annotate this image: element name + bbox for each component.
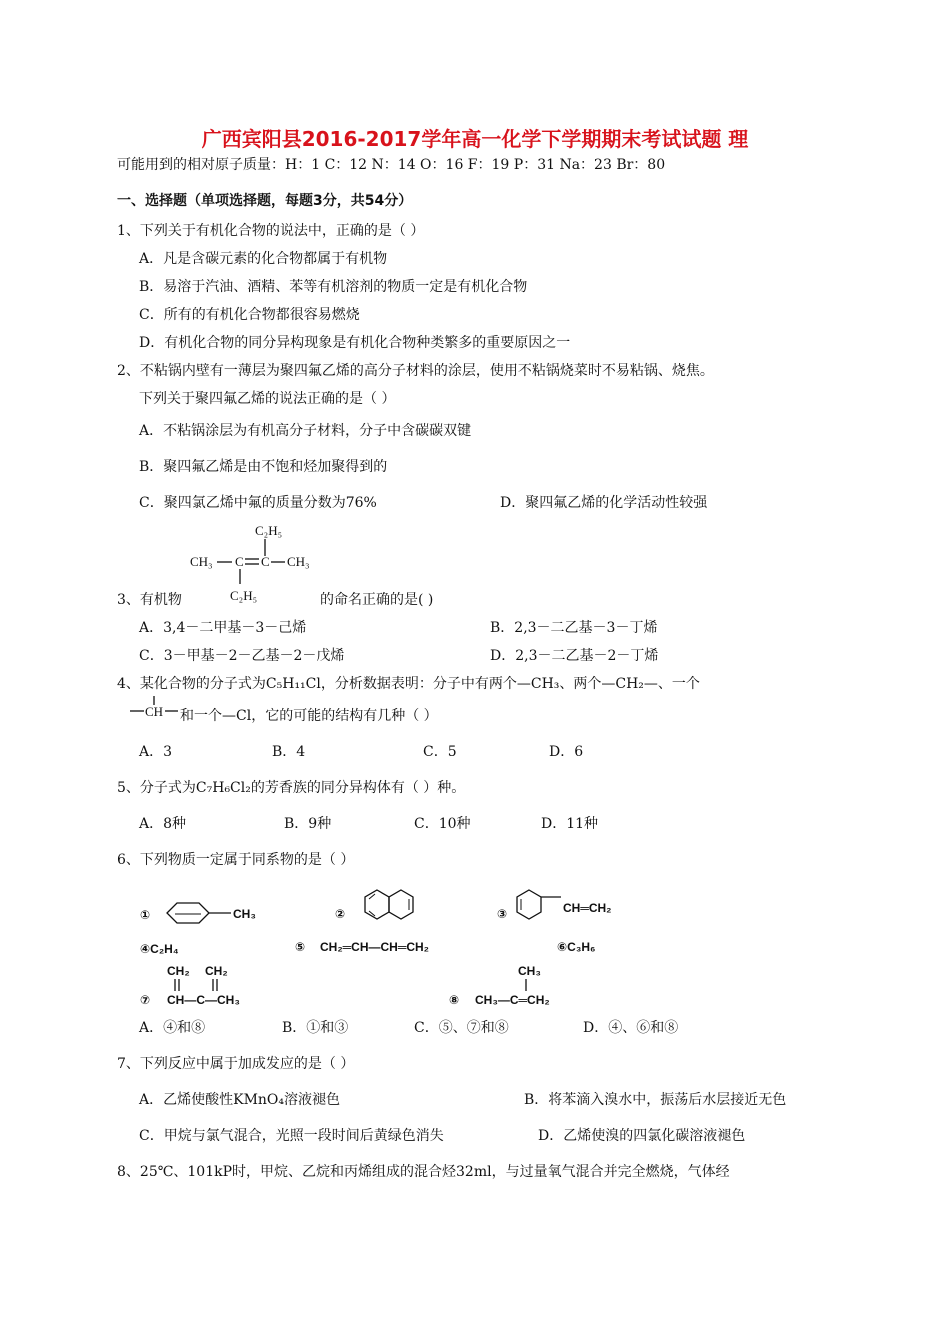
atomic-masses: 可能用到的相对原子质量：H：1 C：12 N：14 O：16 F：19 P：31 Na：23 Br：80 — [117, 157, 666, 173]
q3-mol-left-methyl: CH₃ — [190, 554, 213, 569]
q6-m5-label: ⑤ — [295, 940, 306, 954]
q3-mol-bottom-ethyl: C₂H₅ — [230, 588, 258, 603]
q2-option-a: A．不粘锅涂层为有机高分子材料，分子中含碳碳双键 — [139, 423, 472, 439]
q1-option-b: B．易溶于汽油、酒精、苯等有机溶剂的物质一定是有机化合物 — [139, 279, 528, 295]
q3-option-c: C．3－甲基－2－乙基－2－戊烯 — [139, 648, 345, 664]
q2-option-b: B．聚四氟乙烯是由不饱和烃加聚得到的 — [139, 459, 388, 475]
q6-m7-top-ch2-2: CH₂ — [205, 964, 228, 978]
q6-m3-vinyl: CH═CH₂ — [563, 901, 612, 915]
q5-stem: 5、分子式为C₇H₆Cl₂的芳香族的同分异构体有（ ）种。 — [117, 780, 466, 796]
q2-stem-line1: 2、不粘锅内壁有一薄层为聚四氟乙烯的高分子材料的涂层，使用不粘锅烧菜时不易粘锅、烧焦。 — [117, 363, 714, 379]
q3-stem-right: 的命名正确的是( ) — [320, 592, 434, 608]
q6-m5-formula: CH₂═CH—CH═CH₂ — [320, 940, 429, 954]
q2-stem-line2: 下列关于聚四氟乙烯的说法正确的是（ ） — [139, 391, 396, 407]
q6-option-c: C．⑤、⑦和⑧ — [414, 1020, 509, 1036]
q6-m7-label: ⑦ — [140, 993, 151, 1007]
q6-m7-top-ch2-1: CH₂ — [167, 964, 190, 978]
q4-stem-line2: 和一个—Cl，它的可能的结构有几种（ ） — [180, 708, 438, 724]
q4-ch-group-diagram — [128, 696, 180, 724]
q6-m1-methyl: CH₃ — [233, 907, 256, 921]
q7-option-b: B．将苯滴入溴水中，振荡后水层接近无色 — [524, 1092, 787, 1108]
q6-m3-label: ③ — [497, 907, 508, 921]
q6-option-b: B．①和③ — [282, 1020, 349, 1036]
q7-stem: 7、下列反应中属于加成发应的是（ ） — [117, 1056, 355, 1072]
q4-option-b: B．4 — [272, 744, 306, 760]
q6-m2-label: ② — [335, 907, 346, 921]
q1-option-a: A．凡是含碳元素的化合物都属于有机物 — [139, 251, 388, 267]
q3-mol-carbon-1: C — [235, 554, 244, 569]
q7-option-c: C．甲烷与氯气混合，光照一段时间后黄绿色消失 — [139, 1128, 444, 1144]
q5-option-b: B．9种 — [284, 816, 332, 832]
q1-stem: 1、下列关于有机化合物的说法中，正确的是（ ） — [117, 223, 425, 239]
q6-stem: 6、下列物质一定属于同系物的是（ ） — [117, 852, 355, 868]
q4-stem-line1: 4、某化合物的分子式为C₅H₁₁Cl，分析数据表明：分子中有两个—CH₃、两个—CH₂—、一个 — [117, 676, 700, 692]
q6-m1-label: ① — [140, 908, 151, 922]
q3-mol-top-ethyl: C₂H₅ — [255, 523, 283, 538]
q6-m6-formula: ⑥C₃H₆ — [557, 940, 596, 954]
q4-option-c: C．5 — [423, 744, 457, 760]
q5-option-a: A．8种 — [139, 816, 187, 832]
q6-option-a: A．④和⑧ — [139, 1020, 206, 1036]
q3-option-d: D．2,3－二乙基－2－丁烯 — [490, 648, 659, 664]
q7-option-d: D．乙烯使溴的四氯化碳溶液褪色 — [538, 1128, 746, 1144]
q6-m8-main: CH₃—C═CH₂ — [475, 993, 550, 1007]
q3-mol-right-methyl: CH₃ — [287, 554, 310, 569]
q4-ch-label: CH — [145, 704, 164, 719]
q4-option-d: D．6 — [549, 744, 584, 760]
q4-option-a: A．3 — [139, 744, 173, 760]
q6-m8-label: ⑧ — [449, 993, 460, 1007]
q1-option-c: C．所有的有机化合物都很容易燃烧 — [139, 307, 360, 323]
q6-m8-top-methyl: CH₃ — [518, 964, 541, 978]
q3-option-b: B．2,3－二乙基－3－丁烯 — [490, 620, 658, 636]
q8-stem: 8、25℃、101kP时，甲烷、乙烷和丙烯组成的混合烃32ml，与过量氧气混合并完全燃烧，气体经 — [117, 1164, 730, 1180]
section-heading: 一、选择题（单项选择题，每题3分，共54分） — [117, 193, 413, 209]
q2-option-d: D．聚四氟乙烯的化学活动性较强 — [500, 495, 708, 511]
q6-m7-main: CH—C—CH₃ — [167, 993, 240, 1007]
q6-option-d: D．④、⑥和⑧ — [583, 1020, 679, 1036]
q3-structure-diagram — [185, 518, 325, 608]
q7-option-a: A．乙烯使酸性KMnO₄溶液褪色 — [139, 1092, 341, 1108]
q1-option-d: D．有机化合物的同分异构现象是有机化合物种类繁多的重要原因之一 — [139, 335, 571, 351]
q6-m4-formula: ④C₂H₄ — [140, 942, 179, 956]
q3-mol-carbon-2: C — [261, 554, 270, 569]
q5-option-c: C．10种 — [414, 816, 471, 832]
q2-option-c: C．聚四氯乙烯中氟的质量分数为76% — [139, 495, 377, 511]
q6-structures-diagram — [135, 885, 665, 1015]
page-title: 广西宾阳县2016-2017学年高一化学下学期期末考试试题 理 — [201, 127, 749, 151]
q3-stem-left: 3、有机物 — [117, 592, 182, 608]
q5-option-d: D．11种 — [541, 816, 599, 832]
q3-option-a: A．3,4－二甲基－3－己烯 — [139, 620, 307, 636]
